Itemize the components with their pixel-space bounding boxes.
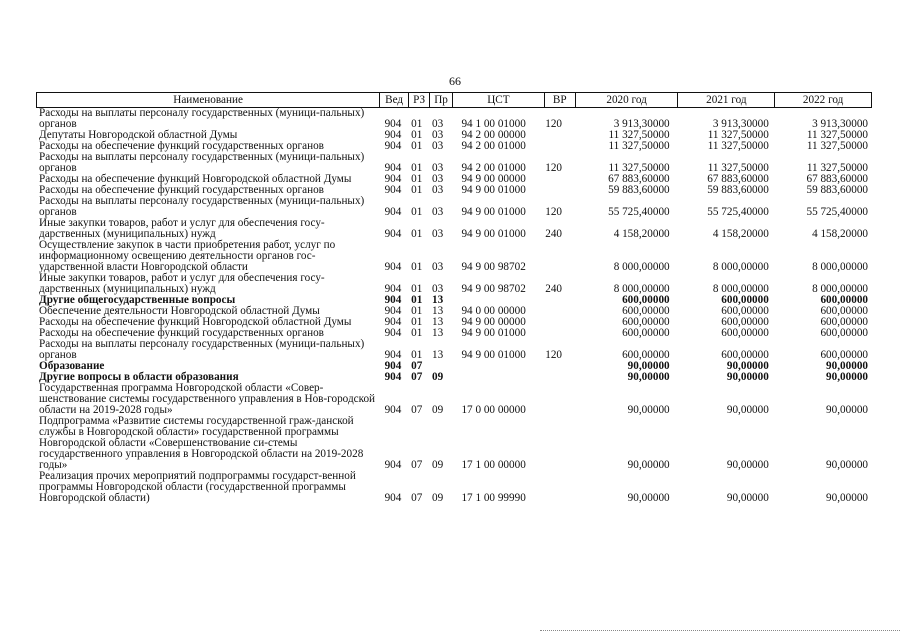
cell-y2022: 8 000,00000 <box>812 261 868 273</box>
cell-y2021: 67 883,60000 <box>707 173 769 185</box>
cell-y2020: 90,00000 <box>627 404 670 416</box>
cell-name: Расходы на обеспечение функций государственных органов <box>39 140 324 152</box>
cell-y2022: 11 327,50000 <box>806 162 868 174</box>
cell-cst: 94 9 00 01000 <box>461 184 526 196</box>
cell-cst: 17 1 00 00000 <box>461 459 526 471</box>
cell-y2020: 90,00000 <box>627 371 670 383</box>
cell-pr: 03 <box>432 140 444 152</box>
cell-y2022: 90,00000 <box>826 371 868 383</box>
cell-rz: 01 <box>411 184 423 196</box>
cell-rz: 01 <box>411 173 423 185</box>
cell-name: Расходы на обеспечение функций Новгородской областной Думы <box>39 316 352 328</box>
cell-rz: 01 <box>411 305 423 317</box>
cell-y2021: 4 158,20000 <box>712 228 769 240</box>
cell-rz: 07 <box>411 360 423 372</box>
cell-pr: 03 <box>432 173 444 185</box>
cell-cst: 94 9 00 01000 <box>461 206 526 218</box>
cell-rz: 01 <box>411 206 423 218</box>
cell-cst: 94 9 00 98702 <box>461 261 526 273</box>
cell-y2020: 600,00000 <box>622 327 670 339</box>
cell-cst: 94 0 00 00000 <box>461 305 526 317</box>
cell-vr: 120 <box>545 118 562 130</box>
cell-cst: 94 9 00 01000 <box>461 327 526 339</box>
cell-cst: 94 2 00 01000 <box>461 162 526 174</box>
cell-y2022: 600,00000 <box>820 316 868 328</box>
cell-rz: 01 <box>411 129 423 141</box>
cell-rz: 01 <box>411 349 423 361</box>
cell-name: Другие вопросы в области образования <box>39 371 239 383</box>
cell-name: Государственная программа Новгородской области «Совер-шенствование системы государственного управления в Нов-городской области на 2019-2028 годы» <box>39 382 376 416</box>
cell-ved: 904 <box>384 294 402 306</box>
cell-pr: 03 <box>432 162 444 174</box>
cell-y2020: 59 883,60000 <box>608 184 670 196</box>
cell-name: Расходы на обеспечение функций государственных органов <box>39 327 324 339</box>
cell-pr: 03 <box>432 206 444 218</box>
cell-y2022: 59 883,60000 <box>806 184 868 196</box>
cell-y2021: 90,00000 <box>726 371 769 383</box>
cell-name: Другие общегосударственные вопросы <box>39 294 236 306</box>
cell-y2020: 90,00000 <box>627 360 670 372</box>
cell-y2021: 55 725,40000 <box>707 206 769 218</box>
cell-y2020: 67 883,60000 <box>608 173 670 185</box>
cell-ved: 904 <box>384 261 402 273</box>
cell-ved: 904 <box>384 283 402 295</box>
cell-name: Расходы на выплаты персоналу государственных (муници-пальных) органов <box>39 107 365 130</box>
cell-vr: 120 <box>545 206 562 218</box>
table-row <box>36 152 872 174</box>
cell-rz: 01 <box>411 162 423 174</box>
cell-rz: 01 <box>411 327 423 339</box>
cell-y2022: 90,00000 <box>826 459 868 471</box>
header-2022: 2022 год <box>774 93 871 107</box>
cell-ved: 904 <box>384 492 402 504</box>
cell-cst: 94 9 00 00000 <box>461 173 526 185</box>
cell-y2021: 8 000,00000 <box>712 283 769 295</box>
cell-pr: 09 <box>432 492 444 504</box>
cell-y2021: 11 327,50000 <box>707 140 769 152</box>
table-row <box>36 383 872 416</box>
budget-table <box>36 92 872 504</box>
cell-y2021: 11 327,50000 <box>707 162 769 174</box>
cell-ved: 904 <box>384 228 402 240</box>
cell-ved: 904 <box>384 184 402 196</box>
cell-y2021: 90,00000 <box>726 404 769 416</box>
table-header <box>36 92 872 108</box>
cell-y2022: 90,00000 <box>826 404 868 416</box>
cell-cst: 94 1 00 01000 <box>461 118 526 130</box>
cell-ved: 904 <box>384 162 402 174</box>
cell-name: Расходы на выплаты персоналу государственных (муници-пальных) органов <box>39 338 365 361</box>
cell-y2022: 3 913,30000 <box>812 118 868 130</box>
cell-y2021: 59 883,60000 <box>707 184 769 196</box>
cell-y2022: 600,00000 <box>820 305 868 317</box>
cell-ved: 904 <box>384 404 402 416</box>
page-number: 66 <box>449 74 461 88</box>
cell-ved: 904 <box>384 349 402 361</box>
cell-rz: 07 <box>411 404 423 416</box>
cell-y2020: 3 913,30000 <box>613 118 670 130</box>
cell-cst: 94 9 00 98702 <box>461 283 526 295</box>
header-pr: Пр <box>429 93 452 107</box>
cell-rz: 07 <box>411 371 423 383</box>
cell-pr: 09 <box>432 459 444 471</box>
cell-y2020: 8 000,00000 <box>613 283 670 295</box>
cell-cst: 94 9 00 00000 <box>461 316 526 328</box>
cell-y2021: 11 327,50000 <box>707 129 769 141</box>
cell-name: Подпрограмма «Развитие системы государственной граж-данской службы в Новгородской области» государственной программы Новгородской области «Совершенствование си-стемы государственного управления в Новгородской области на 2019-2028 годы» <box>39 415 364 471</box>
cell-name: Иные закупки товаров, работ и услуг для обеспечения госу-дарственных (муниципальных) нужд <box>39 217 325 240</box>
cell-y2022: 8 000,00000 <box>812 283 868 295</box>
cell-y2020: 11 327,50000 <box>608 129 670 141</box>
cell-rz: 01 <box>411 228 423 240</box>
cell-ved: 904 <box>384 173 402 185</box>
cell-y2021: 600,00000 <box>721 294 769 306</box>
header-cst: ЦСТ <box>452 93 544 107</box>
cell-pr: 03 <box>432 228 444 240</box>
scan-artifact-line <box>540 630 900 632</box>
header-2020: 2020 год <box>575 93 678 107</box>
cell-y2021: 90,00000 <box>726 459 769 471</box>
cell-pr: 03 <box>432 184 444 196</box>
cell-y2021: 600,00000 <box>721 349 769 361</box>
cell-vr: 240 <box>545 283 562 295</box>
table-row <box>36 196 872 218</box>
cell-name: Расходы на выплаты персоналу государственных (муници-пальных) органов <box>39 195 365 218</box>
cell-y2020: 4 158,20000 <box>613 228 670 240</box>
cell-y2021: 90,00000 <box>726 492 769 504</box>
cell-name: Образование <box>39 360 105 372</box>
cell-vr: 120 <box>545 349 562 361</box>
cell-y2022: 90,00000 <box>826 360 868 372</box>
cell-ved: 904 <box>384 371 402 383</box>
cell-pr: 13 <box>432 349 444 361</box>
table-row <box>36 108 872 130</box>
cell-cst: 94 9 00 01000 <box>461 349 526 361</box>
cell-cst: 94 2 00 00000 <box>461 129 526 141</box>
cell-ved: 904 <box>384 459 402 471</box>
table-row <box>36 416 872 471</box>
cell-name: Депутаты Новгородской областной Думы <box>39 129 238 141</box>
cell-pr: 03 <box>432 283 444 295</box>
cell-y2021: 600,00000 <box>721 327 769 339</box>
cell-name: Расходы на выплаты персоналу государственных (муници-пальных) органов <box>39 151 365 174</box>
cell-ved: 904 <box>384 360 402 372</box>
cell-y2021: 600,00000 <box>721 316 769 328</box>
cell-pr: 03 <box>432 129 444 141</box>
cell-cst: 94 9 00 01000 <box>461 228 526 240</box>
cell-cst: 17 1 00 99990 <box>461 492 526 504</box>
cell-y2020: 11 327,50000 <box>608 162 670 174</box>
cell-y2022: 600,00000 <box>820 349 868 361</box>
cell-pr: 13 <box>432 305 444 317</box>
cell-pr: 13 <box>432 327 444 339</box>
cell-y2021: 8 000,00000 <box>712 261 769 273</box>
cell-y2022: 55 725,40000 <box>806 206 868 218</box>
cell-name: Осуществление закупок в части приобретения работ, услуг по информационному освещению деятельности органов гос-ударственной власти Новгородской области <box>39 239 336 273</box>
cell-y2022: 600,00000 <box>820 327 868 339</box>
cell-y2020: 600,00000 <box>622 305 670 317</box>
cell-pr: 03 <box>432 118 444 130</box>
cell-vr: 240 <box>545 228 562 240</box>
cell-rz: 07 <box>411 492 423 504</box>
cell-y2020: 600,00000 <box>622 316 670 328</box>
header-ved: Вед <box>379 93 408 107</box>
cell-y2022: 67 883,60000 <box>806 173 868 185</box>
cell-pr: 09 <box>432 371 444 383</box>
cell-y2022: 11 327,50000 <box>806 140 868 152</box>
cell-ved: 904 <box>384 129 402 141</box>
cell-rz: 01 <box>411 118 423 130</box>
table-row <box>36 240 872 273</box>
cell-y2022: 11 327,50000 <box>806 129 868 141</box>
header-vr: ВР <box>544 93 575 107</box>
cell-y2020: 55 725,40000 <box>608 206 670 218</box>
cell-ved: 904 <box>384 206 402 218</box>
cell-y2022: 90,00000 <box>826 492 868 504</box>
cell-pr: 03 <box>432 261 444 273</box>
header-2021: 2021 год <box>677 93 774 107</box>
cell-y2020: 8 000,00000 <box>613 261 670 273</box>
cell-y2020: 600,00000 <box>622 349 670 361</box>
cell-y2022: 600,00000 <box>820 294 868 306</box>
cell-rz: 01 <box>411 316 423 328</box>
header-rz: РЗ <box>408 93 429 107</box>
cell-y2020: 90,00000 <box>627 492 670 504</box>
cell-ved: 904 <box>384 305 402 317</box>
cell-cst: 17 0 00 00000 <box>461 404 526 416</box>
table-row <box>36 273 872 295</box>
cell-ved: 904 <box>384 118 402 130</box>
table-row <box>36 218 872 240</box>
cell-ved: 904 <box>384 327 402 339</box>
table-row <box>36 339 872 361</box>
cell-y2021: 3 913,30000 <box>712 118 769 130</box>
cell-y2020: 90,00000 <box>627 459 670 471</box>
cell-y2020: 600,00000 <box>622 294 670 306</box>
cell-pr: 13 <box>432 294 444 306</box>
cell-name: Расходы на обеспечение функций государственных органов <box>39 184 324 196</box>
cell-y2021: 90,00000 <box>726 360 769 372</box>
cell-ved: 904 <box>384 140 402 152</box>
cell-name: Расходы на обеспечение функций Новгородской областной Думы <box>39 173 352 185</box>
table-body <box>36 108 872 504</box>
cell-ved: 904 <box>384 316 402 328</box>
cell-name: Реализация прочих мероприятий подпрограммы государст-венной программы Новгородской области (государственной программы Новгородской области) <box>39 470 356 504</box>
cell-rz: 07 <box>411 459 423 471</box>
cell-pr: 13 <box>432 316 444 328</box>
cell-y2021: 600,00000 <box>721 305 769 317</box>
cell-rz: 01 <box>411 294 423 306</box>
cell-pr: 09 <box>432 404 444 416</box>
header-name: Наименование <box>173 94 243 106</box>
cell-name: Иные закупки товаров, работ и услуг для обеспечения госу-дарственных (муниципальных) нужд <box>39 272 325 295</box>
cell-y2020: 11 327,50000 <box>608 140 670 152</box>
cell-cst: 94 2 00 01000 <box>461 140 526 152</box>
cell-rz: 01 <box>411 283 423 295</box>
table-row <box>36 471 872 504</box>
cell-name: Обеспечение деятельности Новгородской областной Думы <box>39 305 320 317</box>
cell-rz: 01 <box>411 140 423 152</box>
cell-vr: 120 <box>545 162 562 174</box>
cell-y2022: 4 158,20000 <box>812 228 868 240</box>
cell-rz: 01 <box>411 261 423 273</box>
